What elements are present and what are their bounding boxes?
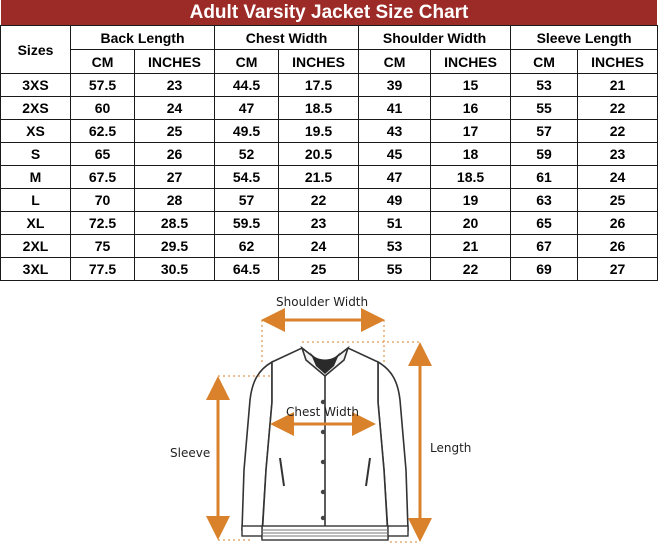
table-row [1, 258, 658, 281]
measurement-cell: 67.5 [71, 166, 135, 189]
measurement-cell: 61 [511, 166, 578, 189]
unit-header: INCHES [279, 50, 359, 74]
measurement-cell: 18.5 [431, 166, 511, 189]
size-cell: XS [1, 120, 71, 143]
unit-header: INCHES [578, 50, 658, 74]
size-cell: 2XS [1, 97, 71, 120]
measurement-cell: 27 [578, 258, 658, 281]
measurement-cell: 18 [431, 143, 511, 166]
unit-header: INCHES [431, 50, 511, 74]
size-cell: L [1, 189, 71, 212]
size-cell: 3XL [1, 258, 71, 281]
measurement-cell: 77.5 [71, 258, 135, 281]
measurement-cell: 26 [578, 212, 658, 235]
measurement-cell: 49 [359, 189, 431, 212]
measurement-cell: 22 [578, 120, 658, 143]
sizes-header: Sizes [1, 26, 71, 74]
table-row [1, 120, 658, 143]
measurement-cell: 19 [431, 189, 511, 212]
measurement-cell: 23 [279, 212, 359, 235]
measurement-cell: 22 [279, 189, 359, 212]
measurement-cell: 52 [215, 143, 279, 166]
measurement-cell: 24 [135, 97, 215, 120]
measurement-cell: 22 [431, 258, 511, 281]
measurement-cell: 28.5 [135, 212, 215, 235]
measurement-cell: 53 [359, 235, 431, 258]
measurement-cell: 54.5 [215, 166, 279, 189]
measurement-cell: 47 [215, 97, 279, 120]
size-cell: S [1, 143, 71, 166]
measurement-cell: 25 [135, 120, 215, 143]
group-header-sleeve-length: Sleeve Length [511, 26, 658, 50]
measurement-cell: 57 [215, 189, 279, 212]
length-label: Length [430, 441, 472, 455]
measurement-cell: 65 [511, 212, 578, 235]
measurement-cell: 51 [359, 212, 431, 235]
measurement-cell: 20 [431, 212, 511, 235]
unit-header: INCHES [135, 50, 215, 74]
measurement-cell: 17 [431, 120, 511, 143]
measurement-cell: 16 [431, 97, 511, 120]
table-row [1, 97, 658, 120]
measurement-cell: 60 [71, 97, 135, 120]
size-table [0, 25, 658, 281]
chart-title: Adult Varsity Jacket Size Chart [1, 0, 657, 25]
group-header-chest-width: Chest Width [215, 26, 359, 50]
measurement-cell: 26 [578, 235, 658, 258]
measurement-cell: 70 [71, 189, 135, 212]
sleeve-label: Sleeve [170, 446, 211, 460]
measurement-cell: 18.5 [279, 97, 359, 120]
measurement-cell: 55 [359, 258, 431, 281]
measurement-cell: 39 [359, 74, 431, 97]
table-row [1, 143, 658, 166]
measurement-cell: 17.5 [279, 74, 359, 97]
measurement-cell: 25 [578, 189, 658, 212]
measurement-cell: 43 [359, 120, 431, 143]
shoulder-width-label: Shoulder Width [276, 295, 369, 309]
measurement-cell: 24 [578, 166, 658, 189]
measurement-cell: 65 [71, 143, 135, 166]
measurement-cell: 20.5 [279, 143, 359, 166]
measurement-cell: 19.5 [279, 120, 359, 143]
measurement-cell: 30.5 [135, 258, 215, 281]
measurement-cell: 55 [511, 97, 578, 120]
measurement-cell: 21 [431, 235, 511, 258]
measurement-cell: 47 [359, 166, 431, 189]
unit-header: CM [215, 50, 279, 74]
measurement-cell: 26 [135, 143, 215, 166]
measurement-cell: 67 [511, 235, 578, 258]
measurement-cell: 24 [279, 235, 359, 258]
measurement-cell: 23 [135, 74, 215, 97]
measurement-cell: 62 [215, 235, 279, 258]
measurement-cell: 57.5 [71, 74, 135, 97]
table-row [1, 74, 658, 97]
measurement-cell: 69 [511, 258, 578, 281]
measurement-cell: 62.5 [71, 120, 135, 143]
unit-header: CM [511, 50, 578, 74]
table-row [1, 189, 658, 212]
group-header-row [1, 26, 658, 50]
unit-header-row [1, 50, 658, 74]
measurement-cell: 63 [511, 189, 578, 212]
measurement-cell: 59 [511, 143, 578, 166]
measurement-cell: 72.5 [71, 212, 135, 235]
measurement-cell: 28 [135, 189, 215, 212]
measurement-cell: 29.5 [135, 235, 215, 258]
measurement-cell: 59.5 [215, 212, 279, 235]
measurement-cell: 41 [359, 97, 431, 120]
size-cell: 3XS [1, 74, 71, 97]
group-header-back-length: Back Length [71, 26, 215, 50]
measurement-cell: 25 [279, 258, 359, 281]
size-cell: M [1, 166, 71, 189]
jacket-illustration [0, 290, 660, 560]
measurement-cell: 53 [511, 74, 578, 97]
measurement-cell: 49.5 [215, 120, 279, 143]
measurement-cell: 27 [135, 166, 215, 189]
group-header-shoulder-width: Shoulder Width [359, 26, 511, 50]
measurement-cell: 64.5 [215, 258, 279, 281]
measurement-cell: 15 [431, 74, 511, 97]
table-row [1, 212, 658, 235]
measurement-cell: 23 [578, 143, 658, 166]
table-row [1, 235, 658, 258]
jacket-diagram [0, 290, 660, 560]
measurement-cell: 44.5 [215, 74, 279, 97]
chest-width-label: Chest Width [286, 405, 360, 419]
measurement-cell: 21 [578, 74, 658, 97]
measurement-cell: 75 [71, 235, 135, 258]
size-cell: 2XL [1, 235, 71, 258]
jacket-outline [242, 348, 408, 538]
table-row [1, 166, 658, 189]
unit-header: CM [71, 50, 135, 74]
size-cell: XL [1, 212, 71, 235]
measurement-cell: 21.5 [279, 166, 359, 189]
unit-header: CM [359, 50, 431, 74]
measurement-cell: 45 [359, 143, 431, 166]
measurement-cell: 22 [578, 97, 658, 120]
measurement-cell: 57 [511, 120, 578, 143]
